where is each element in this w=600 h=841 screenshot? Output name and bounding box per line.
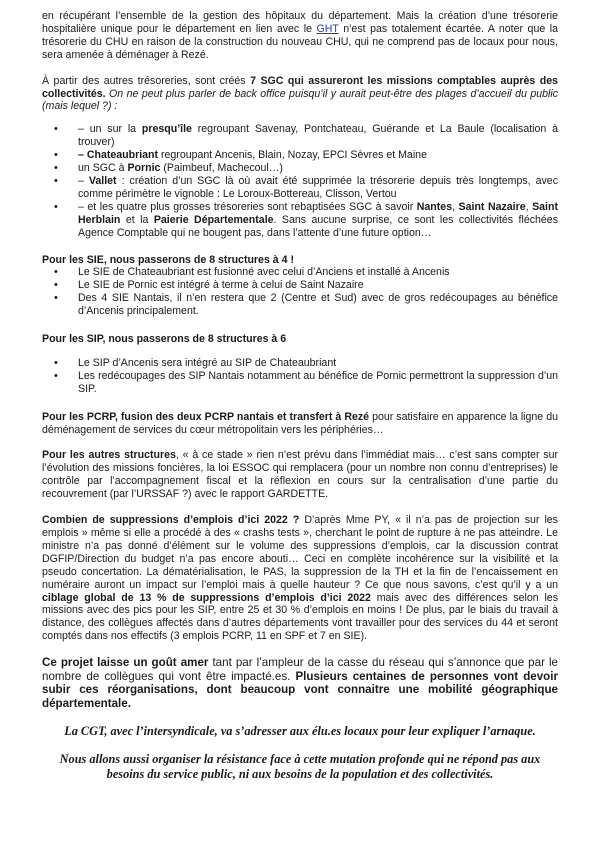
pcrp-paragraph: Pour les PCRP, fusion des deux PCRP nantais et transfert à Rezé pour satisfaire en apparence la ligne du déménagement de services du cœur métropolitain vers les périphéries…: [42, 410, 558, 436]
list-item: • Le SIE de Pornic est intégré à terme à celui de Saint Nazaire: [78, 279, 558, 292]
list-item: • Des 4 SIE Nantais, il n’en restera que 2 (Centre et Sud) avec de gros redécoupages au bénéfice d’Ancenis principalement.: [78, 292, 558, 318]
sie-heading: Pour les SIE, nous passerons de 8 structures à 4 !: [42, 253, 294, 266]
list-item: • – Vallet : création d’un SGC là où avait été supprimée la trésorerie depuis très longtemps, avec comme périmètre le vignoble : Le Loroux-Bottereau, Clisson, Vertou: [78, 175, 558, 201]
autres-structures-paragraph: Pour les autres structures, « à ce stade » rien n’est prévu dans l’immédiat mais… c’est sans compter sur l’évolution des missions foncières, la loi ESSOC qui remplacera (pour un nombre non connu d’entreprises) le contrôle par l’accompagnement fiscal et la réflexion en cours sur la centralisation d’une partie du recouvrement (par l’URSSAF ?) avec le rapport GARDETTE.: [42, 449, 558, 501]
list-item: • un SGC à Pornic (Paimbeuf, Machecoul…): [78, 162, 558, 175]
list-item: • – un sur la presqu’île regroupant Savenay, Pontchateau, Guérande et La Baule (localisation à trouver): [78, 123, 558, 149]
resistance-statement: Nous allons aussi organiser la résistance face à cette mutation profonde qui ne répond pas aux besoins du service public, ni aux besoins de la population et des collectivités.: [59, 752, 541, 781]
emplois-paragraph: Combien de suppressions d’emplois d’ici 2022 ? D’après Mme PY, « il n’a pas de projection sur les emplois » même si elle a procédé à des « crashs tests », cherchant le point de rupture à ne pas atteindre. Le ministre n’a pas donné d’élément sur le volume des suppressions d’emplois, car la discussion contrat DGFIP/Direction du budget n’a pas encore abouti… Ceci en complète incohérence sur la visibilité et la pseudo concertation. La dématérialisation, le PAS, la suppression de la TH et la fin de l’encaissement en numéraire auront un impact sur l’emploi mais à quelle hauteur ? Ce que nous savons, c’est qu’il y a un ciblage global de 13 % de suppressions d’emplois d’ici 2022 mais avec des différences selon les missions avec des pics pour les SIP, entre 25 et 30 % d’emplois en moins ! De plus, par le biais du travail à distance, des collègues affectés dans d’autres départements vont travailler pour des services du 44 et seront comptés dans nos effectifs (3 emplois PCRP, 11 en SPF et 7 en SIE).: [42, 514, 558, 643]
sip-heading: Pour les SIP, nous passerons de 8 structures à 6: [42, 333, 287, 346]
intro-paragraph: en récupérant l’ensemble de la gestion des hôpitaux du département. Mais la création d’une trésorerie hospitalière unique pour le département en lien avec le GHT n’est pas totalement écartée. A noter que la trésorerie du CHU en raison de la construction du nouveau CHU, qui ne comprend pas de locaux pour nous, sera amenée à déménager à Rezé.: [42, 10, 558, 61]
list-item: • – et les quatre plus grosses trésoreries sont rebaptisées SGC à savoir Nantes, Saint Nazaire, Saint Herblain et la Paierie Départementale. Sans aucune surprise, ce sont les collectivités fléchées Agence Comptable qui ne bougent pas, dans l’attente d’une future option…: [78, 201, 558, 240]
list-item: • – Chateaubriant regroupant Ancenis, Blain, Nozay, EPCI Sèvres et Maine: [78, 149, 558, 162]
sie-list: [42, 266, 558, 318]
list-item: • Le SIE de Chateaubriant est fusionné avec celui d’Anciens et installé à Ancenis: [78, 266, 558, 279]
sgc-paragraph: À partir des autres trésoreries, sont créés 7 SGC qui assureront les missions comptables auprès des collectivités. On ne peut plus parler de back office puisqu’il y aurait peut-être des plages d’accueil du public (mais lequel ?) :: [42, 74, 558, 113]
list-item: • Les redécoupages des SIP Nantais notamment au bénéfice de Pornic permettront la suppression d’un SIP.: [78, 370, 558, 396]
sip-list: [42, 357, 558, 396]
ght-link[interactable]: GHT: [316, 22, 339, 35]
sgc-list: [42, 123, 558, 239]
list-item: • Le SIP d’Ancenis sera intégré au SIP de Chateaubriant: [78, 357, 558, 370]
conclusion-paragraph: Ce projet laisse un goût amer tant par l’ampleur de la casse du réseau qui s’annonce que par le nombre de collègues qui vont être impacté.es. Plusieurs centaines de personnes vont devoir subir ces réorganisations, dont beaucoup vont connaitre une mobilité géographique départementale.: [42, 656, 558, 710]
cgt-statement: La CGT, avec l’intersyndicale, va s’adresser aux élu.es locaux pour leur expliquer l’arnaque.: [64, 723, 536, 738]
